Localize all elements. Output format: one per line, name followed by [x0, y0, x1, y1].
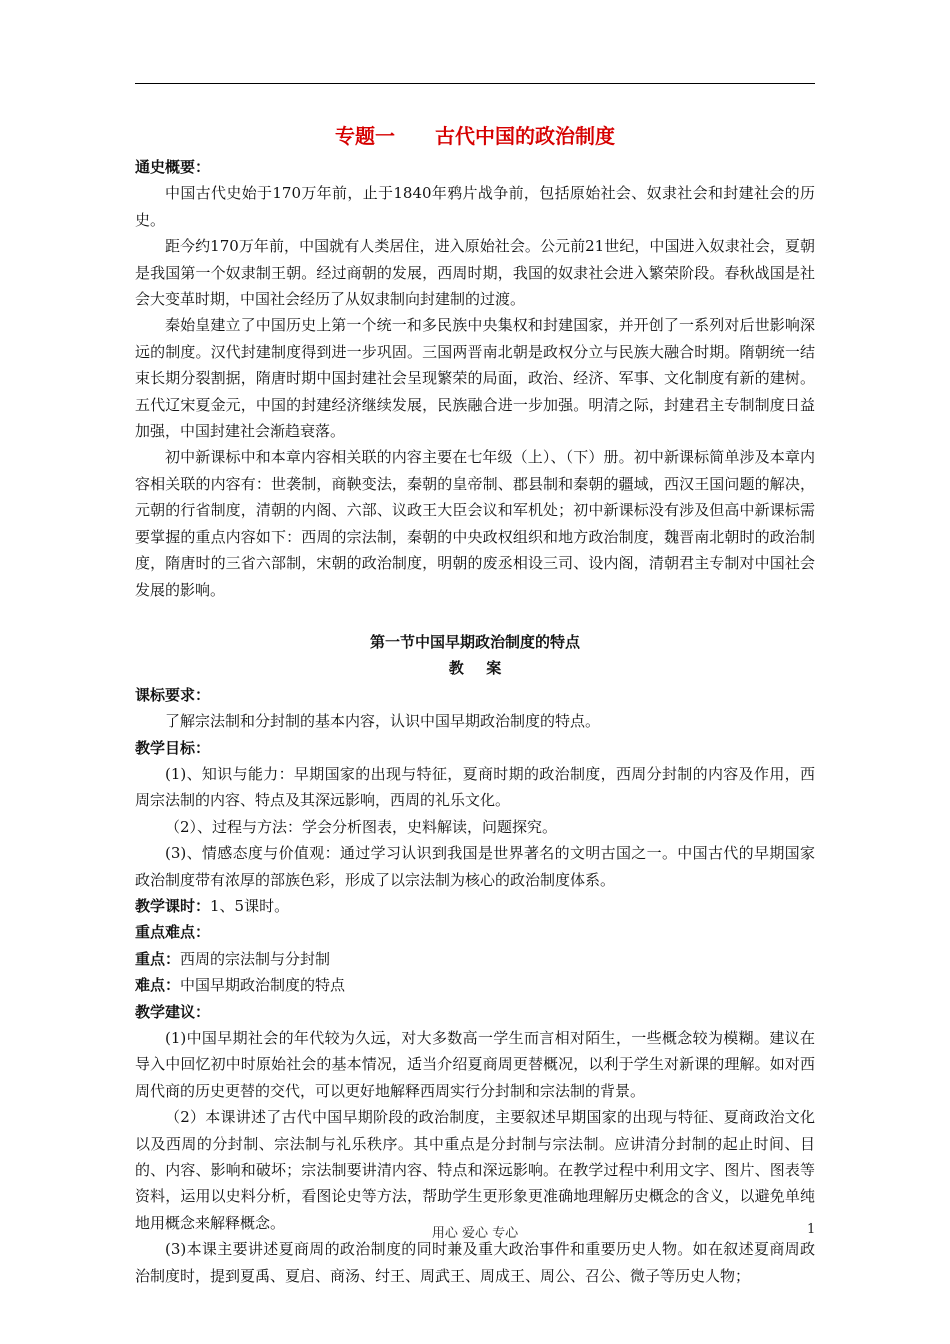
overview-heading: 通史概要：: [135, 158, 211, 176]
goals-heading: 教学目标：: [135, 738, 211, 757]
suggestion-item: （2）本课讲述了古代中国早期阶段的政治制度，主要叙述早期国家的出现与特征、夏商政治文化以及西周的分封制、宗法制与礼乐秩序。其中重点是分封制与宗法制。应讲清分封制的起止时间、目的、内容、影响和破坏；宗法制要讲清内容、特点和深远影响。在教学过程中利用文字、图片、图表等资料，运用以史料分析，看图论史等方法，帮助学生更形象更准确地理解历史概念的含义，以避免单纯地用概念来解释概念。: [135, 1108, 815, 1232]
goal-item: （2）、过程与方法：学会分析图表，史料解读，问题探究。: [165, 817, 558, 836]
suggestion-item: (3)本课主要讲述夏商周的政治制度的同时兼及重大政治事件和重要历史人物。如在叙述夏商周政治制度时，提到夏禹、夏启、商汤、纣王、周武王、周成王、周公、召公、微子等历史人物；: [135, 1240, 815, 1285]
header-rule: [135, 83, 815, 84]
keypoints-heading: 重点难点：: [135, 923, 211, 942]
standards-heading: 课标要求：: [135, 685, 211, 704]
page-footer: [0, 1222, 950, 1246]
content-area: [135, 118, 815, 1289]
hours-line: [135, 893, 815, 919]
focus-line: [135, 946, 815, 972]
hours-value: 1、5课时。: [210, 896, 290, 915]
difficulty-value: 中国早期政治制度的特点: [180, 976, 346, 995]
overview-paragraph: 中国古代史始于170万年前，止于1840年鸦片战争前，包括原始社会、奴隶社会和封建社会的历史。: [135, 184, 815, 229]
goal-item: (1)、知识与能力：早期国家的出现与特征，夏商时期的政治制度，西周分封制的内容及作用，西周宗法制的内容、特点及其深远影响，西周的礼乐文化。: [135, 764, 815, 810]
footer-motto: 用心 爱心 专心: [431, 1226, 519, 1241]
overview-paragraph: 初中新课标中和本章内容相关联的内容主要在七年级（上）、（下）册。初中新课标简单涉及本章内容相关联的内容有：世袭制，商鞅变法，秦朝的皇帝制、郡县制和秦朝的疆域，西汉王国问题的解决，元朝的行省制度，清朝的内阁、六部、议政王大臣会议和军机处；初中新课标没有涉及但高中新课标需要掌握的重点内容如下：西周的宗法制，秦朝的中央政权组织和地方政治制度，魏晋南北朝时的政治制度，隋唐时的三省六部制，宋朝的政治制度，明朝的废丞相设三司、设内阁，清朝君主专制对中国社会发展的影响。: [135, 448, 815, 599]
focus-value: 西周的宗法制与分封制: [180, 949, 331, 968]
page-number: 1: [807, 1222, 816, 1237]
suggestion-item: (1)中国早期社会的年代较为久远，对大多数高一学生而言相对陌生，一些概念较为模糊。建议在导入中回忆初中时原始社会的基本情况，适当介绍夏商周更替概况，以利于学生对新课的理解。如对西周代商的历史更替的交代，可以更好地解释西周实行分封制和宗法制的背景。: [135, 1029, 815, 1100]
suggestions-heading: 教学建议：: [135, 1002, 211, 1021]
hours-label: 教学课时：: [135, 896, 211, 915]
overview-paragraph: 秦始皇建立了中国历史上第一个统一和多民族中央集权和封建国家，并开创了一系列对后世影响深远的制度。汉代封建制度得到进一步巩固。三国两晋南北朝是政权分立与民族大融合时期。隋朝统一结束长期分裂割据，隋唐时期中国封建社会呈现繁荣的局面，政治、经济、军事、文化制度有新的建树。五代辽宋夏金元，中国的封建经济继续发展，民族融合进一步加强。明清之际，封建君主专制制度日益加强，中国封建社会渐趋衰落。: [135, 316, 815, 441]
difficulty-label: 难点：: [135, 976, 181, 995]
focus-label: 重点：: [135, 949, 181, 968]
goal-item: (3)、情感态度与价值观：通过学习认识到我国是世界著名的文明古国之一。中国古代的早期国家政治制度带有浓厚的部族色彩，形成了以宗法制为核心的政治制度体系。: [135, 844, 815, 889]
standards-text: 了解宗法制和分封制的基本内容，认识中国早期政治制度的特点。: [165, 712, 601, 731]
section-title: 第一节中国早期政治制度的特点: [369, 632, 580, 651]
page-title: 专题一 古代中国的政治制度: [335, 124, 615, 148]
section-subtitle: 教案: [448, 659, 524, 678]
difficulty-line: [135, 972, 815, 998]
overview-paragraph: 距今约170万年前，中国就有人类居住，进入原始社会。公元前21世纪，中国进入奴隶社会，夏朝是我国第一个奴隶制王朝。经过商朝的发展，西周时期，我国的奴隶社会进入繁荣阶段。春秋战国是社会大变革时期，中国社会经历了从奴隶制向封建制的过渡。: [135, 237, 815, 309]
